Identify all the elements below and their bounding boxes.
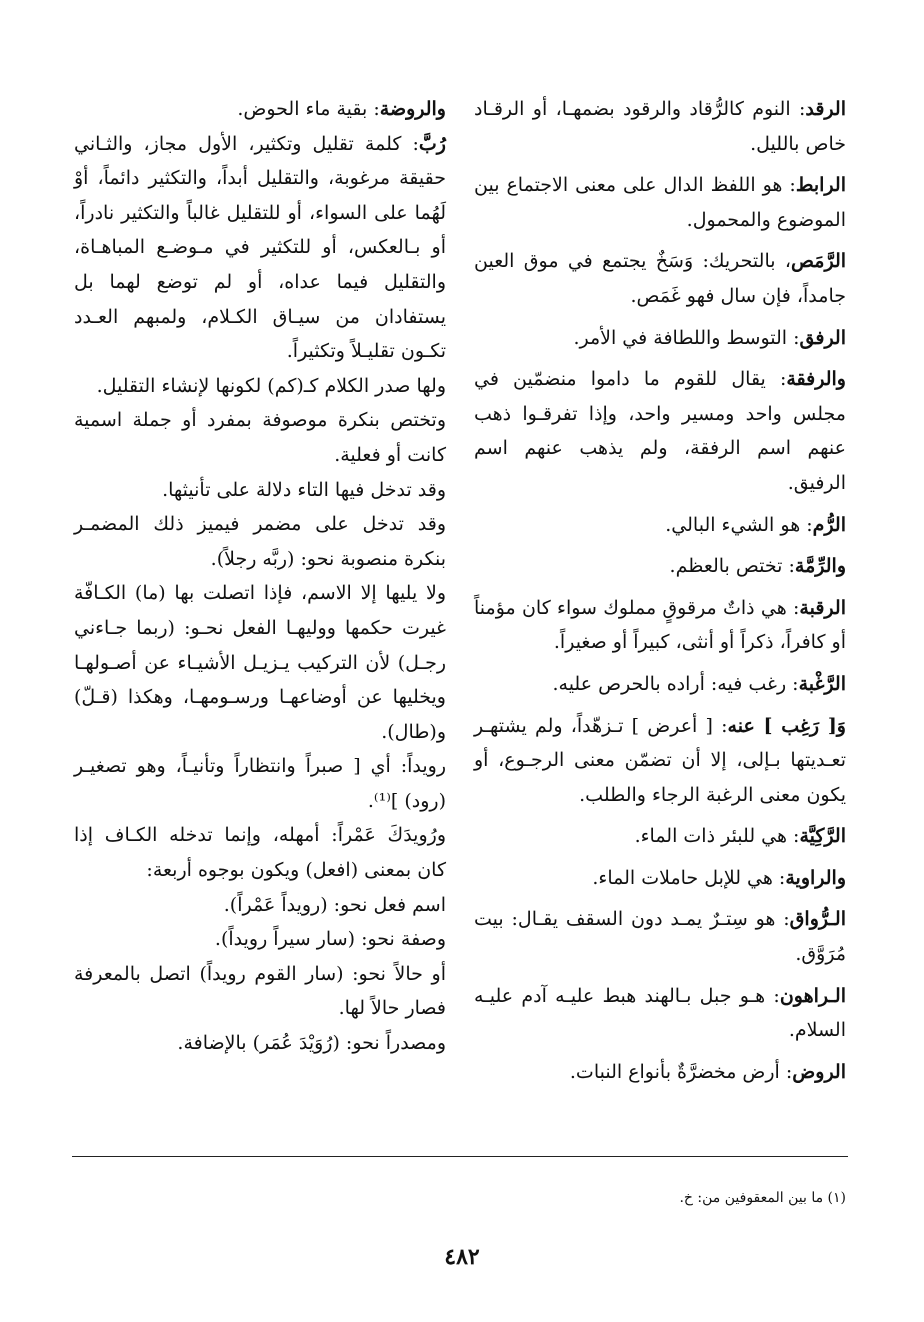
entry-definition: يقال للقوم ما داموا منضمّين في مجلس واحد ومسير واحد، وإذا تفرقـوا ذهب عنهم اسم الرفقة، ولم يذهب عنهم اسم الرفيق. xyxy=(474,368,846,494)
entry-separator: : xyxy=(772,866,786,889)
entry-term: الرَّمَص xyxy=(791,250,847,273)
entry-definition: هي للإبل حاملات الماء. xyxy=(592,866,773,889)
entry-separator: : xyxy=(367,98,380,120)
entry-definition: كلمة تقليل وتكثير، الأول مجاز، والثـاني حقيقة مرغوبة، والتقليل أبداً، والتكثير دائماً، أوْ لَهُما على السواء، أو للتقليل غالباً والتكثير نادراً، أو بـالعكس، أو للتكثير في مـوضـع المباهـاة، والتقليل فيما عداه، أو لم توضع لهما بل يستفادان من سيـاق الكـلام، ولمبهم العـدد تكـون تقليـلاً وتكثيراً. xyxy=(74,132,446,363)
entry-term: وَ[ رَغِب ] عنه xyxy=(727,714,846,737)
entry-term: الرفق xyxy=(799,326,846,349)
entry-definition: ولها صدر الكلام كـ(كم) لكونها لإنشاء التقليل. xyxy=(96,374,446,397)
paragraph xyxy=(474,168,846,237)
paragraph xyxy=(74,576,446,749)
entry-term: والراوية xyxy=(785,866,846,889)
entry-separator: : xyxy=(765,984,780,1007)
entry-separator: : xyxy=(782,555,795,578)
right-column xyxy=(474,92,846,1096)
entry-definition: وقد تدخل على مضمر فيميز ذلك المضمـر بنكرة منصوبة نحو: (ربَّه رجلاً). xyxy=(74,513,446,570)
entry-definition: هي للبئر ذات الماء. xyxy=(634,825,788,848)
entry-separator: ، xyxy=(775,250,791,273)
paragraph xyxy=(474,591,846,660)
entry-term: الرُّم xyxy=(812,513,846,536)
entry-definition: وصفة نحو: (سار سيراً رويداً). xyxy=(214,928,446,951)
entry-separator: : xyxy=(765,368,787,391)
paragraph xyxy=(74,92,446,127)
entry-term: الـرُّواق xyxy=(789,908,846,931)
paragraph xyxy=(474,1055,846,1090)
footnote-divider xyxy=(72,1156,848,1157)
entry-definition: هو الشيء البالي. xyxy=(665,513,801,536)
entry-separator: : xyxy=(401,132,419,155)
entry-separator: : xyxy=(800,513,813,536)
entry-definition: هو اللفظ الدال على معنى الاجتماع بين الموضوع والمحمول. xyxy=(474,174,846,231)
entry-term: والرِّمَّة xyxy=(794,555,846,578)
entry-separator: : xyxy=(787,326,800,349)
left-column xyxy=(74,92,446,1061)
entry-separator: : xyxy=(790,98,806,120)
entry-definition: وتختص بنكرة موصوفة بمفرد أو جملة اسمية كانت أو فعلية. xyxy=(74,409,446,466)
entry-term: الرَّغْبة xyxy=(798,672,846,695)
entry-term: الرقبة xyxy=(799,596,846,619)
footnote: (١) ما بين المعقوفين من: خ. xyxy=(679,1190,846,1206)
paragraph xyxy=(474,321,846,356)
entry-definition: ورُويدَكَ عَمْراً: أمهله، وإنما تدخله الكـاف إذا كان بمعنى (افعل) ويكون بوجوه أربعة: xyxy=(74,824,446,882)
entry-separator: : xyxy=(787,825,800,848)
entry-definition: اسم فعل نحو: (رويداً عَمْراً). xyxy=(223,893,446,916)
entry-definition: تختص بالعظم. xyxy=(669,555,783,578)
paragraph xyxy=(74,957,446,1026)
entry-definition: هو سِتـرٌ يمـد دون السقف يقـال: بيت مُرَوَّق. xyxy=(474,908,846,966)
entry-definition: [ أعرض ] تـزهّداً، ولم يشتهـر تعـديتها بـإلى، إلا أن تضمّن معنى الرجـوع، أو يكون معنى الرغبة الرجاء والطلب. xyxy=(474,714,846,806)
entry-definition: بالتحريك: وَسَخٌ يجتمع في موق العين جامداً، فإن سال فهو غَمَص. xyxy=(474,250,846,307)
entry-definition: هـو جبل بـالهند هبط عليـه آدم عليـه السلام. xyxy=(474,984,846,1042)
entry-definition: وقد تدخل فيها التاء دلالة على تأنيثها. xyxy=(162,478,446,501)
paragraph xyxy=(474,709,846,813)
paragraph xyxy=(474,508,846,543)
paragraph xyxy=(474,667,846,702)
entry-definition: رويداً: أي [ صبراً وانتظاراً وتأنيـاً، وهو تصغيـر (رود) ]⁽¹⁾. xyxy=(74,755,446,812)
paragraph xyxy=(74,1026,446,1061)
paragraph xyxy=(74,507,446,576)
paragraph xyxy=(474,819,846,854)
paragraph xyxy=(74,473,446,508)
paragraph xyxy=(474,979,846,1048)
entry-term: والرفقة xyxy=(786,368,846,391)
entry-definition: رغب فيه: أراده بالحرص عليه. xyxy=(552,672,787,695)
paragraph xyxy=(474,861,846,896)
paragraph xyxy=(474,244,846,313)
entry-term: الروض xyxy=(792,1060,846,1083)
entry-separator: : xyxy=(786,596,800,619)
entry-term: الـراهون xyxy=(779,984,846,1007)
entry-separator: : xyxy=(775,908,790,931)
entry-definition: ومصدراً نحو: (رُوَيْدَ عُمَر) بالإضافة. xyxy=(177,1032,446,1055)
entry-separator: : xyxy=(782,174,796,197)
entry-definition: النوم كالرُّقاد والرقود بضمهـا، أو الرقـاد خاص بالليل. xyxy=(474,98,846,155)
paragraph xyxy=(74,888,446,923)
entry-term: الرقد xyxy=(805,98,846,120)
paragraph xyxy=(74,922,446,957)
entry-separator: : xyxy=(786,672,799,695)
entry-definition: التوسط واللطافة في الأمر. xyxy=(573,326,788,349)
paragraph xyxy=(74,369,446,404)
entry-separator: : xyxy=(712,714,728,737)
paragraph xyxy=(474,92,846,161)
paragraph xyxy=(474,362,846,500)
entry-separator: : xyxy=(779,1060,793,1083)
entry-term: رُبَّ xyxy=(418,132,446,155)
paragraph xyxy=(74,127,446,369)
paragraph xyxy=(74,818,446,887)
paragraph xyxy=(74,403,446,472)
paragraph xyxy=(474,549,846,584)
entry-term: والروضة xyxy=(379,98,446,120)
entry-definition: هي ذاتٌ مرقوقٍ مملوك سواء كان مؤمناً أو كافراً، ذكراً أو أنثى، كبيراً أو صغيراً. xyxy=(474,596,846,654)
entry-definition: ولا يليها إلا الاسم، فإذا اتصلت بها (ما) الكـافّة غيرت حكمها ووليهـا الفعل نحـو: (ربما جـاءني رجـل) لأن التركيب يـزيـل الأشيـاء عن أصـولهـا ويخليها عن أوضاعهـا ورسـومهـا، وهكذا (قـلّ) و(طال). xyxy=(74,582,446,743)
entry-term: الرَّكِيَّة xyxy=(799,825,846,848)
entry-term: الرابط xyxy=(795,174,846,197)
entry-definition: بقية ماء الحوض. xyxy=(237,98,368,120)
entry-definition: أو حالاً نحو: (سار القوم رويداً) اتصل بالمعرفة فصار حالاً لها. xyxy=(74,962,446,1020)
paragraph xyxy=(74,749,446,818)
page-number: ٤٨٢ xyxy=(444,1244,480,1270)
entry-definition: أرض مخضرَّةٌ بأنواع النبات. xyxy=(569,1060,780,1083)
paragraph xyxy=(474,902,846,971)
